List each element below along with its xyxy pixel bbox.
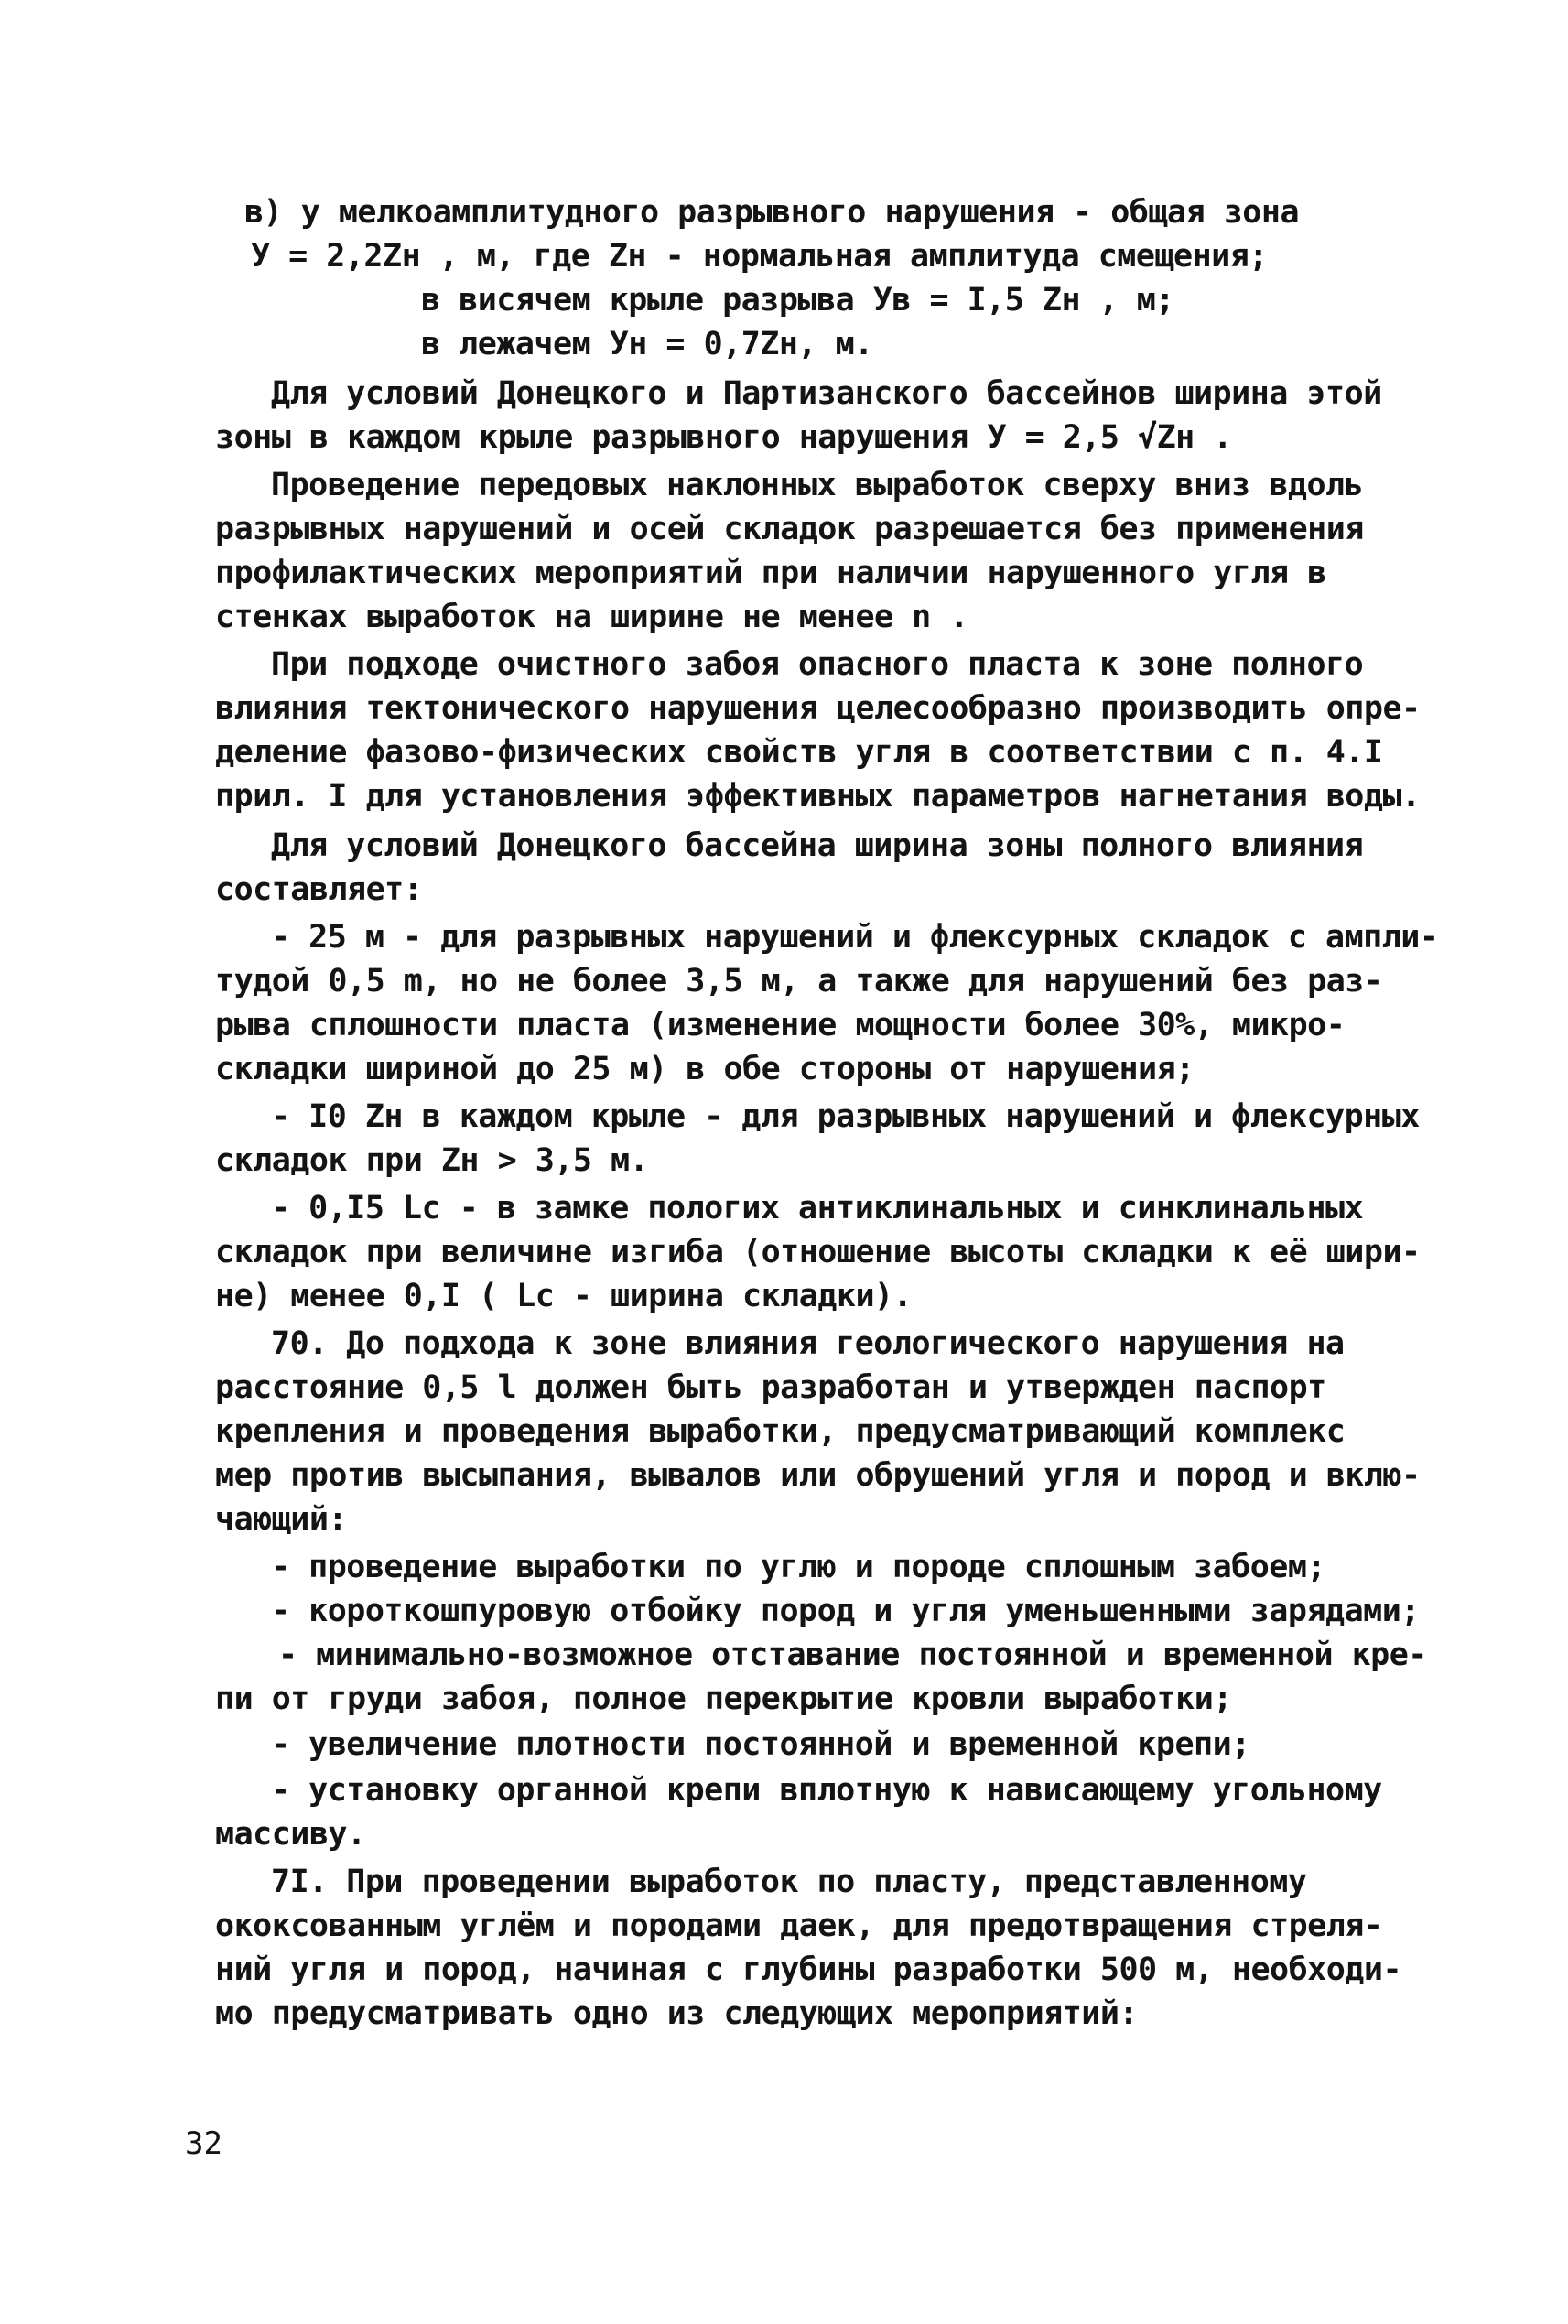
text-line: в) у мелкоамплитудного разрывного нарушения - общая зона (244, 194, 1300, 231)
text-line: тудой 0,5 m, но не более 3,5 м, а также для нарушений без раз- (215, 963, 1383, 1000)
text-line: - 0,I5 Lс - в замке пологих антиклинальных и синклинальных (271, 1190, 1364, 1227)
text-line: Для условий Донецкого бассейна ширина зоны полного влияния (271, 827, 1364, 864)
text-line: При подходе очистного забоя опасного пласта к зоне полного (271, 646, 1364, 683)
text-line: стенках выработок на ширине не менее n . (215, 599, 968, 635)
text-line: - минимально-возможное отставание постоянной и временной кре- (278, 1637, 1427, 1673)
text-line: У = 2,2Zн , м, где Zн - нормальная амплитуда смещения; (251, 238, 1268, 275)
text-line: чающий: (215, 1501, 348, 1538)
text-line: массиву. (215, 1816, 366, 1853)
text-line: - увеличение плотности постоянной и временной крепи; (271, 1726, 1250, 1763)
text-line: составляет: (215, 871, 423, 908)
text-line: - I0 Zн в каждом крыле - для разрывных нарушений и флексурных (271, 1098, 1420, 1135)
text-line: деление фазово-физических свойств угля в соответствии с п. 4.I (215, 734, 1383, 771)
text-line: складки шириной до 25 м) в обе стороны от нарушения; (215, 1051, 1195, 1087)
text-line: пи от груди забоя, полное перекрытие кровли выработки; (215, 1681, 1232, 1717)
page-number: 32 (185, 2125, 222, 2162)
text-line: не) менее 0,I ( Lс - ширина складки). (215, 1278, 913, 1314)
text-line: расстояние 0,5 l должен быть разработан и утвержден паспорт (215, 1369, 1326, 1406)
text-line: - короткошпуровую отбойку пород и угля уменьшенными зарядами; (271, 1593, 1420, 1629)
text-line: рыва сплошности пласта (изменение мощности более 30%, микро- (215, 1007, 1346, 1043)
text-line: складок при величине изгиба (отношение высоты складки к её шири- (215, 1234, 1421, 1270)
text-line: зоны в каждом крыле разрывного нарушения У = 2,5 √Zн . (215, 419, 1232, 456)
text-line: прил. I для установления эффективных параметров нагнетания воды. (215, 778, 1421, 815)
text-line: 70. До подхода к зоне влияния геологического нарушения на (271, 1325, 1345, 1362)
text-line: 7I. При проведении выработок по пласту, представленному (271, 1864, 1307, 1900)
text-line: Проведение передовых наклонных выработок сверху вниз вдоль (271, 467, 1364, 503)
text-line: профилактических мероприятий при наличии нарушенного угля в (215, 555, 1326, 591)
text-line: разрывных нарушений и осей складок разрешается без применения (215, 511, 1364, 547)
text-line: складок при Zн > 3,5 м. (215, 1142, 649, 1179)
text-line: - 25 м - для разрывных нарушений и флексурных складок с ампли- (271, 919, 1439, 956)
text-line: влияния тектонического нарушения целесообразно производить опре- (215, 690, 1421, 727)
text-line: ококсованным углём и породами даек, для предотвращения стреля- (215, 1908, 1383, 1944)
text-line: - установку органной крепи вплотную к нависающему угольному (271, 1772, 1382, 1809)
text-line: крепления и проведения выработки, предусматривающий комплекс (215, 1413, 1346, 1450)
text-line: Для условий Донецкого и Партизанского бассейнов ширина этой (271, 375, 1382, 412)
text-line: мер против высыпания, вывалов или обрушений угля и пород и вклю- (215, 1457, 1421, 1494)
text-line: мо предусматривать одно из следующих мероприятий: (215, 1995, 1139, 2032)
text-line: в висячем крыле разрыва Ув = I,5 Zн , м; (421, 282, 1174, 319)
text-line: ний угля и пород, начиная с глубины разработки 500 м, необходи- (215, 1951, 1402, 1988)
text-line: - проведение выработки по углю и породе сплошным забоем; (271, 1549, 1326, 1585)
text-line: в лежачем Ун = 0,7Zн, м. (421, 326, 873, 362)
